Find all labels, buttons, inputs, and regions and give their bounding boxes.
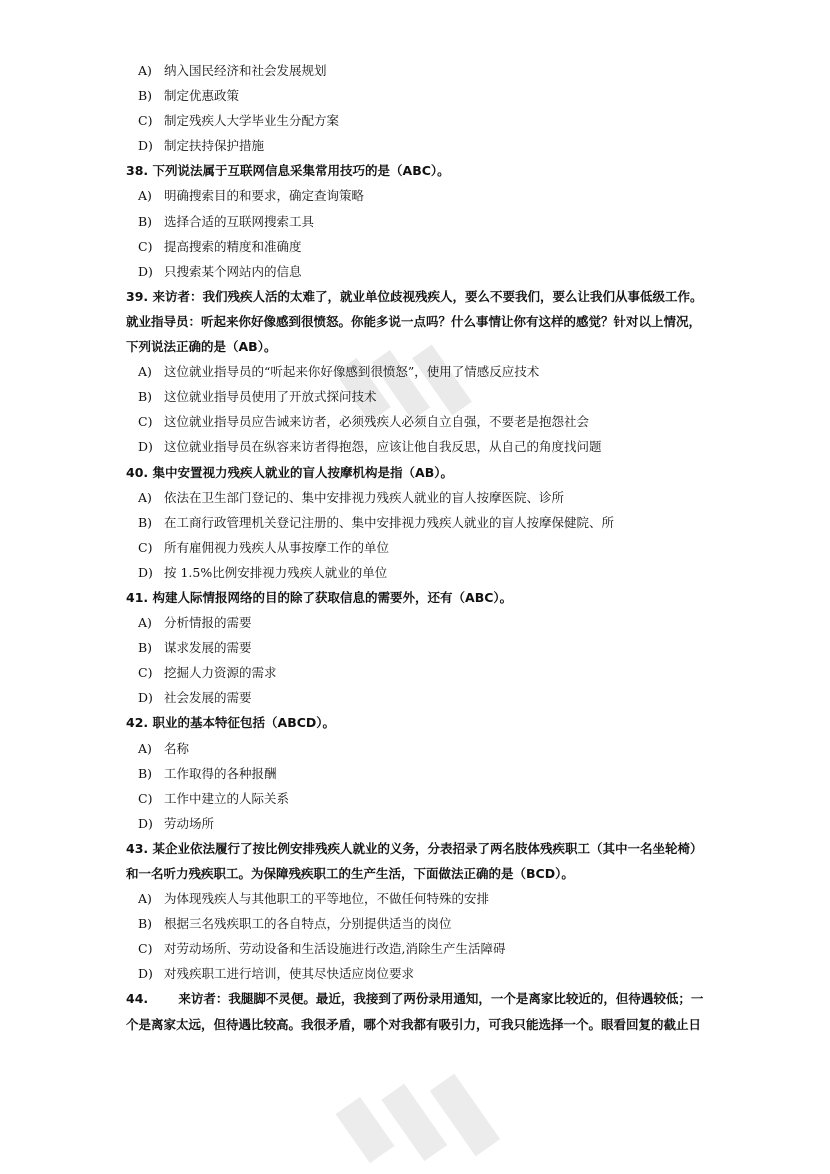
option-letter: A): [138, 615, 152, 631]
option-text: 纳入国民经济和社会发展规划: [164, 63, 327, 78]
answer-option: [126, 234, 716, 259]
option-text: 挖掘人力资源的需求: [164, 665, 277, 681]
answer-option: [126, 936, 716, 961]
question-stem-continuation: [126, 1012, 716, 1037]
answer-option: [126, 535, 716, 560]
question-text: 来访者：我腿脚不灵便。最近，我接到了两份录用通知，一个是离家比较近的，但待遇较低；一: [178, 991, 704, 1007]
option-letter: A): [138, 364, 152, 380]
option-letter: D): [138, 690, 153, 706]
answer-option: [126, 359, 716, 384]
question-text: 下列说法正确的是（AB）。: [126, 339, 277, 355]
watermark-bottom-icon: [330, 1060, 530, 1170]
option-text: 制定扶持保护措施: [164, 138, 265, 154]
question-stem: [126, 284, 716, 309]
question-stem: [126, 986, 716, 1011]
question-number: 43.: [126, 840, 149, 856]
answer-option: [126, 811, 716, 836]
option-text: 所有雇佣视力残疾人从事按摩工作的单位: [164, 539, 390, 555]
option-text: 这位就业指导员使用了开放式探问技术: [164, 389, 377, 405]
question-text: 某企业依法履行了按比例安排残疾人就业的义务，分表招录了两名肢体残疾职工（其中一名坐轮椅）: [152, 840, 703, 856]
answer-option: [126, 409, 716, 434]
question-text: 和一名听力残疾职工。为保障残疾职工的生产生活，下面做法正确的是（BCD）。: [126, 866, 574, 881]
option-letter: D): [138, 564, 153, 580]
option-letter: A): [138, 489, 152, 505]
question-stem-continuation: [126, 861, 716, 886]
question-stem: [126, 836, 716, 861]
option-letter: C): [138, 790, 153, 806]
question-stem: [126, 710, 716, 735]
option-letter: C): [138, 665, 153, 681]
option-text: 谋求发展的需要: [164, 640, 252, 656]
answer-option: [126, 58, 716, 83]
question-text: 集中安置视力残疾人就业的盲人按摩机构是指（AB）。: [152, 464, 453, 480]
answer-option: [126, 133, 716, 158]
answer-option: [126, 259, 716, 284]
question-number: 39.: [126, 288, 149, 304]
question-number: 38.: [126, 163, 149, 179]
answer-option: [126, 434, 716, 459]
answer-option: [126, 660, 716, 685]
question-text: 下列说法属于互联网信息采集常用技巧的是（ABC）。: [152, 163, 450, 179]
option-text: 制定优惠政策: [164, 88, 240, 104]
question-content: [126, 58, 716, 1037]
option-text: 明确搜索目的和要求，确定查询策略: [164, 188, 365, 204]
option-text: 依法在卫生部门登记的、集中安排视力残疾人就业的盲人按摩医院、诊所: [164, 489, 565, 505]
answer-option: [126, 786, 716, 811]
answer-option: [126, 635, 716, 660]
option-letter: A): [138, 188, 152, 204]
question-number: 40.: [126, 464, 149, 480]
answer-option: [126, 384, 716, 409]
option-text: 选择合适的互联网搜索工具: [164, 213, 315, 229]
option-letter: D): [138, 263, 153, 279]
answer-option: [126, 485, 716, 510]
option-text: 对残疾职工进行培训，使其尽快适应岗位要求: [164, 966, 415, 982]
question-number: 42.: [126, 715, 149, 731]
question-text: 构建人际情报网络的目的除了获取信息的需要外，还有（ABC）。: [152, 589, 513, 605]
answer-option: [126, 685, 716, 710]
option-letter: A): [138, 63, 152, 78]
option-text: 这位就业指导员应告诫来访者，必须残疾人必须自立自强，不要老是抱怨社会: [164, 414, 590, 430]
option-letter: B): [138, 916, 153, 932]
option-letter: C): [138, 539, 153, 555]
answer-option: [126, 886, 716, 911]
question-text: 个是离家太远，但待遇比较高。我很矛盾，哪个对我都有吸引力，可我只能选择一个。眼看回复的截止日: [126, 1016, 702, 1032]
option-text: 只搜索某个网站内的信息: [164, 263, 302, 279]
question-stem-continuation: [126, 334, 716, 359]
option-letter: C): [138, 238, 153, 254]
option-text: 社会发展的需要: [164, 690, 252, 706]
question-stem-continuation: [126, 309, 716, 334]
option-letter: A): [138, 740, 152, 756]
question-number: 44.: [126, 991, 149, 1007]
answer-option: [126, 961, 716, 986]
option-text: 制定残疾人大学毕业生分配方案: [164, 113, 340, 129]
question-text: 职业的基本特征包括（ABCD）。: [152, 715, 336, 731]
question-text: 就业指导员：听起来你好像感到很愤怒。你能多说一点吗？什么事情让你有这样的感觉？针对以上情况，: [126, 313, 702, 329]
answer-option: [126, 183, 716, 208]
option-letter: B): [138, 88, 153, 104]
answer-option: [126, 736, 716, 761]
option-text: 劳动场所: [164, 815, 215, 831]
option-letter: B): [138, 514, 153, 530]
option-text: 工作中建立的人际关系: [164, 790, 290, 806]
option-letter: A): [138, 891, 152, 907]
question-stem: [126, 460, 716, 485]
option-letter: D): [138, 439, 153, 455]
option-letter: B): [138, 389, 153, 405]
option-text: 为体现残疾人与其他职工的平等地位，不做任何特殊的安排: [164, 891, 490, 907]
option-letter: D): [138, 138, 153, 154]
option-letter: B): [138, 640, 153, 656]
answer-option: [126, 209, 716, 234]
option-letter: D): [138, 966, 153, 982]
option-text: 对劳动场所、劳动设备和生活设施进行改造,消除生产生活障碍: [164, 941, 506, 957]
option-text: 分析情报的需要: [164, 615, 252, 631]
option-text: 名称: [164, 740, 190, 756]
answer-option: [126, 83, 716, 108]
option-letter: B): [138, 765, 153, 781]
question-stem: [126, 158, 716, 183]
option-letter: C): [138, 414, 153, 430]
question-text: 来访者：我们残疾人活的太难了，就业单位歧视残疾人，要么不要我们，要么让我们从事低级工作。: [152, 288, 703, 304]
answer-option: [126, 560, 716, 585]
answer-option: [126, 108, 716, 133]
option-letter: C): [138, 113, 153, 129]
option-text: 按 1.5%比例安排视力残疾人就业的单位: [164, 564, 388, 580]
option-letter: B): [138, 213, 153, 229]
question-number: 41.: [126, 589, 149, 605]
option-text: 在工商行政管理机关登记注册的、集中安排视力残疾人就业的盲人按摩保健院、所: [164, 514, 615, 530]
question-stem: [126, 585, 716, 610]
option-text: 根据三名残疾职工的各自特点，分别提供适当的岗位: [164, 916, 452, 932]
option-text: 这位就业指导员的“听起来你好像感到很愤怒”，使用了情感反应技术: [164, 364, 540, 380]
answer-option: [126, 911, 716, 936]
answer-option: [126, 761, 716, 786]
option-letter: C): [138, 941, 153, 957]
answer-option: [126, 510, 716, 535]
option-text: 工作取得的各种报酬: [164, 765, 277, 781]
answer-option: [126, 610, 716, 635]
option-text: 提高搜索的精度和准确度: [164, 238, 302, 254]
option-letter: D): [138, 815, 153, 831]
option-text: 这位就业指导员在纵容来访者得抱怨，应该让他自我反思，从自己的角度找问题: [164, 439, 602, 455]
